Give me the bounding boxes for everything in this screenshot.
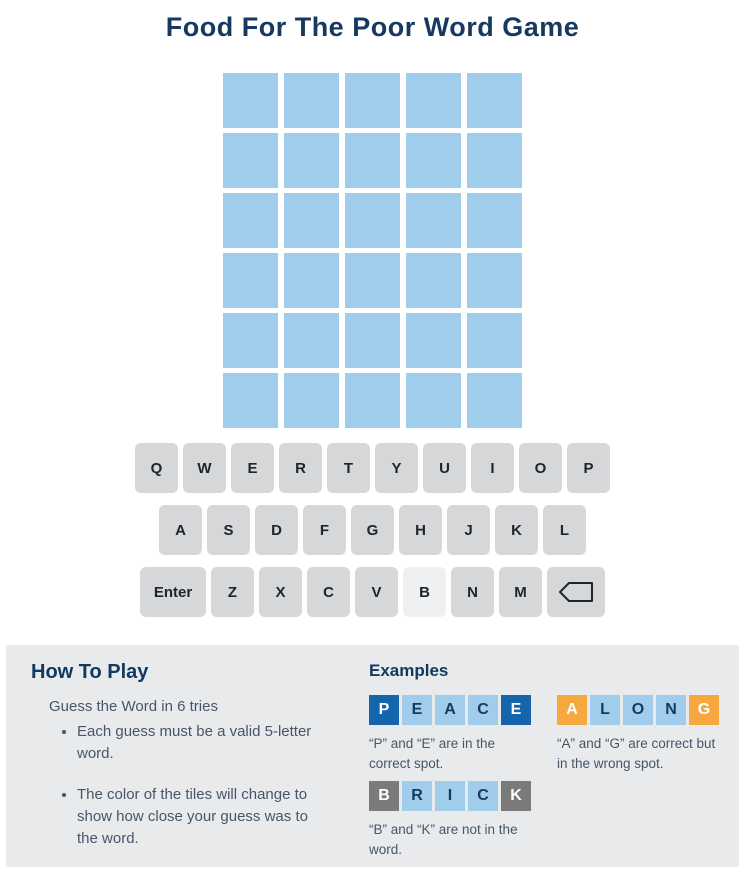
examples-column-left	[369, 695, 531, 859]
example-tile: E	[501, 695, 531, 725]
examples-heading: Examples	[369, 661, 449, 680]
example-brick	[369, 781, 531, 859]
example-word	[369, 781, 531, 811]
key-a[interactable]: A	[159, 505, 202, 555]
key-t[interactable]: T	[327, 443, 370, 493]
key-k[interactable]: K	[495, 505, 538, 555]
board-tile	[223, 73, 278, 128]
key-h[interactable]: H	[399, 505, 442, 555]
how-to-play-body	[49, 696, 369, 850]
example-caption: “B” and “K” are not in the word.	[369, 822, 518, 857]
key-j[interactable]: J	[447, 505, 490, 555]
board-tile	[223, 133, 278, 188]
keyboard-row	[140, 567, 605, 617]
key-u[interactable]: U	[423, 443, 466, 493]
board-tile	[223, 193, 278, 248]
key-m[interactable]: M	[499, 567, 542, 617]
instructions-panel	[6, 645, 739, 867]
board-tile	[467, 133, 522, 188]
board-tile	[406, 253, 461, 308]
board-tile	[284, 193, 339, 248]
how-to-play-heading: How To Play	[31, 661, 149, 683]
how-to-play-bullets	[49, 721, 369, 850]
example-tile: L	[590, 695, 620, 725]
board-tile	[406, 313, 461, 368]
example-tile: O	[623, 695, 653, 725]
how-to-play-section	[31, 661, 369, 859]
example-caption: “P” and “E” are in the correct spot.	[369, 736, 496, 771]
board-tile	[345, 253, 400, 308]
board-tile	[223, 253, 278, 308]
board-tile	[284, 253, 339, 308]
backspace-key[interactable]	[547, 567, 605, 617]
key-l[interactable]: L	[543, 505, 586, 555]
board-tile	[345, 193, 400, 248]
keyboard-row	[159, 505, 586, 555]
key-o[interactable]: O	[519, 443, 562, 493]
board-tile	[345, 73, 400, 128]
key-v[interactable]: V	[355, 567, 398, 617]
game-board	[223, 73, 522, 428]
board-tile	[467, 373, 522, 428]
examples-columns	[369, 695, 719, 859]
example-tile: B	[369, 781, 399, 811]
key-q[interactable]: Q	[135, 443, 178, 493]
key-x[interactable]: X	[259, 567, 302, 617]
example-word	[557, 695, 719, 725]
example-along	[557, 695, 719, 773]
example-tile: I	[435, 781, 465, 811]
key-r[interactable]: R	[279, 443, 322, 493]
board-tile	[467, 313, 522, 368]
key-e[interactable]: E	[231, 443, 274, 493]
key-i[interactable]: I	[471, 443, 514, 493]
board-tile	[467, 193, 522, 248]
key-s[interactable]: S	[207, 505, 250, 555]
board-tile	[406, 373, 461, 428]
key-d[interactable]: D	[255, 505, 298, 555]
example-tile: C	[468, 781, 498, 811]
example-tile: K	[501, 781, 531, 811]
board-tile	[345, 373, 400, 428]
examples-section	[369, 661, 719, 859]
board-tile	[406, 73, 461, 128]
example-tile: N	[656, 695, 686, 725]
enter-key[interactable]: Enter	[140, 567, 206, 617]
board-tile	[467, 73, 522, 128]
example-tile: A	[557, 695, 587, 725]
example-tile: A	[435, 695, 465, 725]
example-word	[369, 695, 531, 725]
how-to-play-bullet: • The color of the tiles will change to show how close your guess was to the word.	[77, 784, 312, 849]
key-y[interactable]: Y	[375, 443, 418, 493]
page-title: Food For The Poor Word Game	[165, 12, 580, 42]
example-tile: R	[402, 781, 432, 811]
board-tile	[284, 373, 339, 428]
key-w[interactable]: W	[183, 443, 226, 493]
example-tile: P	[369, 695, 399, 725]
keyboard-row	[135, 443, 610, 493]
board-tile	[284, 73, 339, 128]
example-peace	[369, 695, 531, 773]
example-tile: G	[689, 695, 719, 725]
key-f[interactable]: F	[303, 505, 346, 555]
key-c[interactable]: C	[307, 567, 350, 617]
board-tile	[406, 133, 461, 188]
example-caption: “A” and “G” are correct but in the wrong spot.	[557, 736, 716, 771]
board-tile	[406, 193, 461, 248]
key-p[interactable]: P	[567, 443, 610, 493]
example-tile: C	[468, 695, 498, 725]
board-tile	[345, 313, 400, 368]
key-g[interactable]: G	[351, 505, 394, 555]
how-to-play-intro: Guess the Word in 6 tries	[49, 698, 218, 715]
example-tile: E	[402, 695, 432, 725]
board-tile	[284, 133, 339, 188]
board-tile	[223, 373, 278, 428]
key-b[interactable]: B	[403, 567, 446, 617]
board-tile	[345, 133, 400, 188]
how-to-play-bullet: • Each guess must be a valid 5-letter word.	[77, 721, 312, 765]
examples-column-right	[557, 695, 719, 859]
board-tile	[467, 253, 522, 308]
backspace-icon	[558, 581, 594, 603]
board-tile	[284, 313, 339, 368]
key-z[interactable]: Z	[211, 567, 254, 617]
board-tile	[223, 313, 278, 368]
keyboard	[135, 443, 610, 617]
key-n[interactable]: N	[451, 567, 494, 617]
